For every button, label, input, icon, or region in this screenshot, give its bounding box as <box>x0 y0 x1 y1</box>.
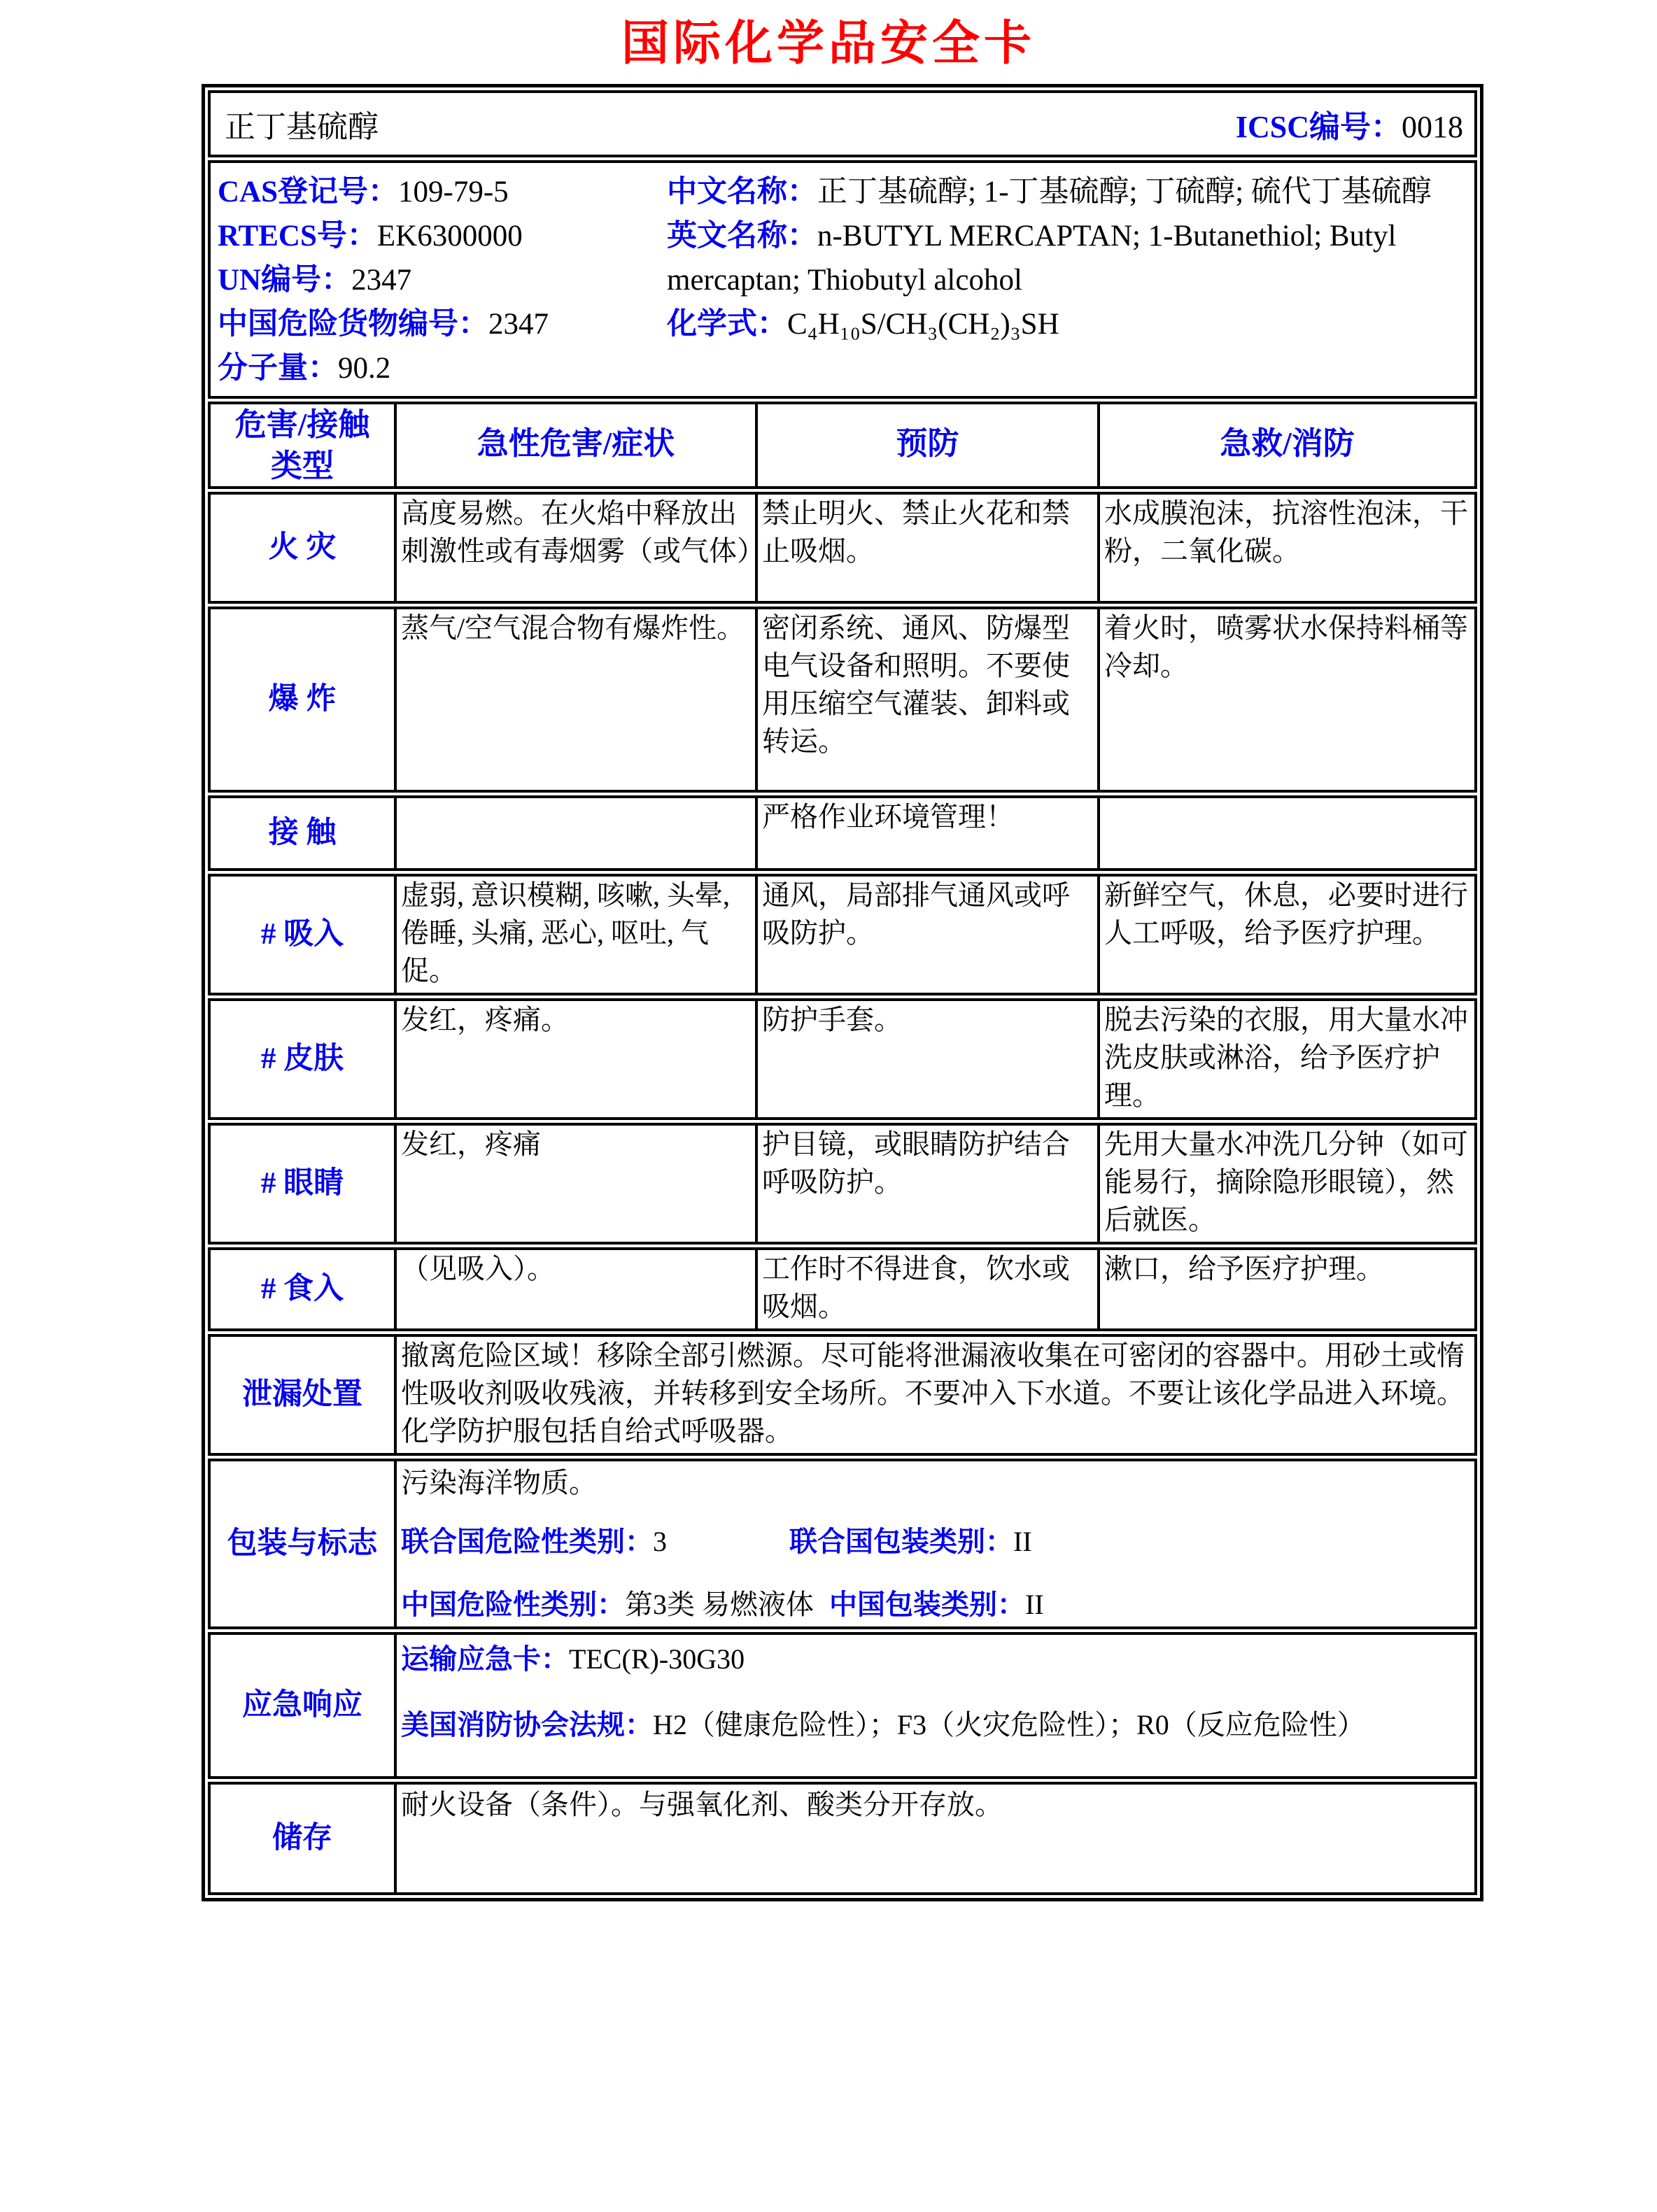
table-row-eyes <box>208 1123 1477 1245</box>
packaging-labelling-content <box>394 1461 1474 1626</box>
nfpa-code-line <box>401 1703 1470 1747</box>
row-label-skin: # 皮肤 <box>260 1042 344 1075</box>
molecular-weight-row <box>218 346 667 390</box>
china-dg-number-label: 中国危险货物编号： <box>218 308 488 341</box>
un-hazard-class-value: 3 <box>653 1526 667 1557</box>
row-label-inhalation: # 吸入 <box>260 918 344 951</box>
fire-firstaid: 水成膜泡沫，抗溶性泡沫，干粉，二氧化碳。 <box>1097 495 1474 601</box>
un-packing-group-value: II <box>1013 1526 1032 1557</box>
marine-pollutant-note: 污染海洋物质。 <box>401 1467 597 1498</box>
china-packing-group-value: II <box>1025 1589 1044 1620</box>
chinese-name-row <box>667 170 1466 214</box>
explosion-firstaid: 着火时，喷雾状水保持料桶等冷却。 <box>1097 609 1474 790</box>
rtecs-number-row <box>218 214 667 258</box>
un-classification-line <box>401 1523 1470 1561</box>
china-dg-number-row <box>218 302 667 346</box>
rtecs-number-label: RTECS号： <box>218 220 377 253</box>
storage-text: 耐火设备（条件）。与强氧化剂、酸类分开存放。 <box>401 1789 1003 1820</box>
english-name-row <box>667 214 1466 302</box>
china-classification-line <box>401 1586 1470 1624</box>
table-row-emergency-response <box>208 1632 1477 1779</box>
storage-content <box>394 1785 1474 1892</box>
hazard-table-header <box>208 402 1477 489</box>
nfpa-code-value: H2（健康危险性）；F3（火灾危险性）；R0（反应危险性） <box>653 1709 1365 1740</box>
row-label-storage: 储存 <box>272 1822 332 1855</box>
row-label-ingestion: # 食入 <box>260 1272 344 1305</box>
english-name-value: n-BUTYL MERCAPTAN; 1-Butanethiol; Butyl mercaptan; Thiobutyl alcohol <box>667 220 1397 297</box>
header-hazard-type: 危害/接触类型 <box>234 407 370 483</box>
row-label-explosion: 爆 炸 <box>268 683 337 716</box>
table-row-fire <box>208 492 1477 604</box>
skin-symptoms: 发红，疼痛。 <box>394 1001 755 1117</box>
eyes-firstaid: 先用大量水冲洗几分钟（如可能易行，摘除隐形眼镜），然后就医。 <box>1097 1126 1474 1242</box>
english-name-label: 英文名称： <box>667 220 817 253</box>
row-label-fire: 火 灾 <box>268 531 337 564</box>
row-label-spill-disposal: 泄漏处置 <box>242 1378 362 1411</box>
identifiers-right-column <box>667 170 1474 390</box>
chinese-name-value: 正丁基硫醇; 1-丁基硫醇; 丁硫醇; 硫代丁基硫醇 <box>817 176 1432 208</box>
row-label-exposure: 接 触 <box>268 816 337 849</box>
chemical-name: 正丁基硫醇 <box>225 110 379 144</box>
header-acute-symptoms: 急性危害/症状 <box>394 404 755 486</box>
un-number-label: UN编号： <box>218 264 352 297</box>
china-packing-group-label: 中国包装类别： <box>829 1589 1025 1620</box>
fire-prevention: 禁止明火、禁止火花和禁止吸烟。 <box>755 495 1097 601</box>
table-row-inhalation <box>208 874 1477 995</box>
nfpa-code-label: 美国消防协会法规： <box>401 1709 653 1740</box>
eyes-symptoms: 发红，疼痛 <box>394 1126 755 1242</box>
un-hazard-class-label: 联合国危险性类别： <box>401 1526 653 1557</box>
table-row-spill-disposal <box>208 1334 1477 1456</box>
identifiers-section <box>208 160 1477 399</box>
table-row-exposure <box>208 795 1477 871</box>
table-row-packaging-labelling <box>208 1459 1477 1629</box>
ingestion-firstaid: 漱口，给予医疗护理。 <box>1097 1250 1474 1328</box>
icsc-number <box>1236 101 1463 146</box>
un-number-row <box>218 258 667 302</box>
page-title: 国际化学品安全卡 <box>621 17 1036 70</box>
table-row-explosion <box>208 607 1477 793</box>
table-row-skin <box>208 998 1477 1120</box>
exposure-firstaid <box>1097 798 1474 868</box>
china-hazard-class-value: 第3类 易燃液体 <box>625 1589 814 1620</box>
molecular-weight-value: 90.2 <box>338 352 391 385</box>
cas-number-label: CAS登记号： <box>218 176 399 208</box>
safety-card <box>202 84 1483 1901</box>
formula-value: C₄H₁₀S/CH₃(CH₂)₃SH <box>787 308 1059 341</box>
transport-emergency-card-line <box>401 1640 1470 1678</box>
formula-row <box>667 302 1466 346</box>
rtecs-number-value: EK6300000 <box>376 220 523 253</box>
inhalation-firstaid: 新鲜空气，休息，必要时进行人工呼吸，给予医疗护理。 <box>1097 877 1474 993</box>
ingestion-prevention: 工作时不得进食，饮水或吸烟。 <box>755 1250 1097 1328</box>
transport-emergency-card-label: 运输应急卡： <box>401 1643 569 1675</box>
header-prevention: 预防 <box>755 404 1097 486</box>
exposure-prevention: 严格作业环境管理！ <box>755 798 1097 868</box>
identifiers-left-column <box>211 170 667 390</box>
table-row-storage <box>208 1782 1477 1895</box>
un-packing-group-label: 联合国包装类别： <box>789 1526 1013 1557</box>
row-label-packaging-labelling: 包装与标志 <box>227 1527 378 1560</box>
eyes-prevention: 护目镜，或眼睛防护结合呼吸防护。 <box>755 1126 1097 1242</box>
china-hazard-class-label: 中国危险性类别： <box>401 1589 625 1620</box>
icsc-number-value: 0018 <box>1402 110 1463 144</box>
china-dg-number-value: 2347 <box>488 308 549 341</box>
name-section <box>208 90 1477 157</box>
fire-symptoms: 高度易燃。在火焰中释放出刺激性或有毒烟雾（或气体） <box>394 495 755 601</box>
table-row-ingestion <box>208 1247 1477 1331</box>
explosion-prevention: 密闭系统、通风、防爆型电气设备和照明。不要使用压缩空气灌装、卸料或转运。 <box>755 609 1097 790</box>
un-number-value: 2347 <box>351 264 412 297</box>
header-firstaid-firefighting: 急救/消防 <box>1097 404 1474 486</box>
cas-number-row <box>218 170 667 214</box>
explosion-symptoms: 蒸气/空气混合物有爆炸性。 <box>394 609 755 790</box>
formula-label: 化学式： <box>667 308 787 341</box>
skin-firstaid: 脱去污染的衣服，用大量水冲洗皮肤或淋浴，给予医疗护理。 <box>1097 1001 1474 1117</box>
row-label-eyes: # 眼睛 <box>260 1167 344 1200</box>
cas-number-value: 109-79-5 <box>398 176 509 208</box>
transport-emergency-card-value: TEC(R)-30G30 <box>569 1643 745 1675</box>
spill-disposal-text: 撤离危险区域！移除全部引燃源。尽可能将泄漏液收集在可密闭的容器中。用砂土或惰性吸收剂吸收残液，并转移到安全场所。不要冲入下水道。不要让该化学品进入环境。化学防护服包括自给式呼吸器。 <box>394 1337 1474 1453</box>
row-label-emergency-response: 应急响应 <box>242 1689 362 1722</box>
ingestion-symptoms: （见吸入）。 <box>394 1250 755 1328</box>
emergency-response-content <box>394 1635 1474 1776</box>
inhalation-prevention: 通风，局部排气通风或呼吸防护。 <box>755 877 1097 993</box>
inhalation-symptoms: 虚弱, 意识模糊, 咳嗽, 头晕, 倦睡, 头痛, 恶心, 呕吐, 气促。 <box>394 877 755 993</box>
skin-prevention: 防护手套。 <box>755 1001 1097 1117</box>
exposure-symptoms <box>394 798 755 868</box>
chinese-name-label: 中文名称： <box>667 176 817 208</box>
molecular-weight-label: 分子量： <box>218 352 338 385</box>
icsc-number-label: ICSC编号： <box>1235 110 1402 144</box>
